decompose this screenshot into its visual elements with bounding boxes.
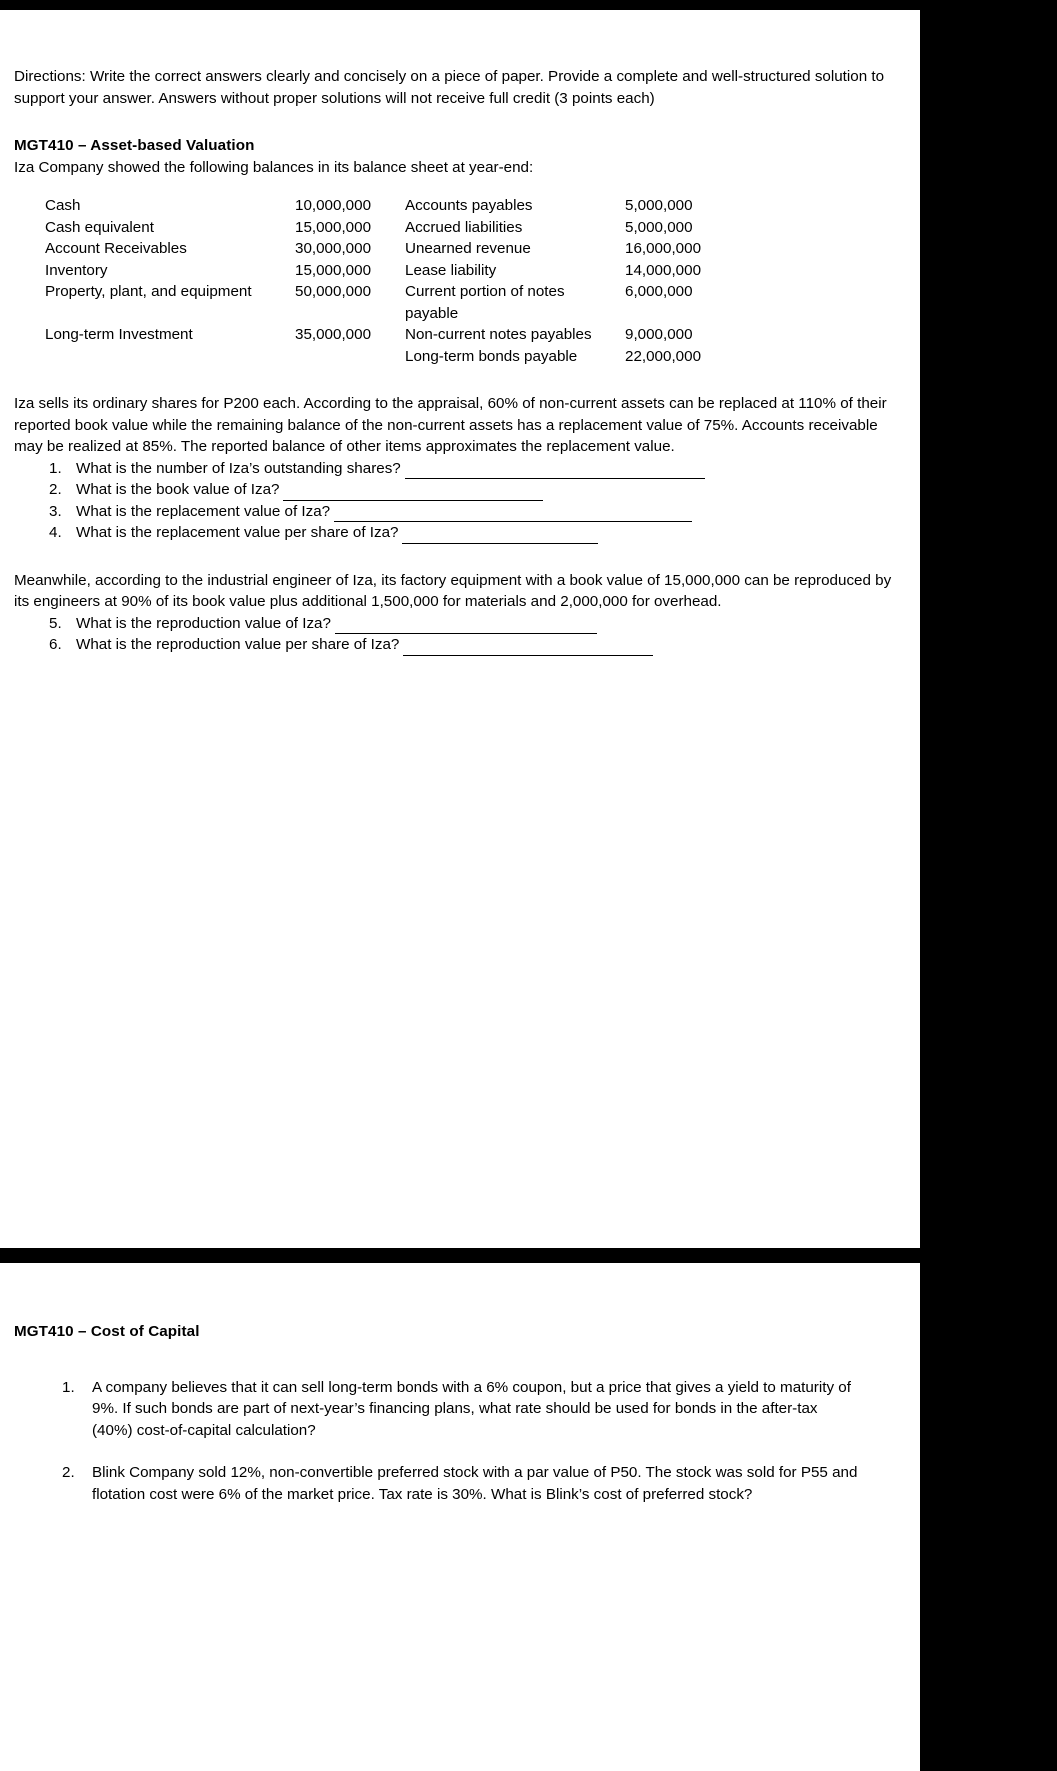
asset-label: Long-term Investment [45,326,193,343]
asset-value: 35,000,000 [295,326,372,343]
asset-label [45,346,295,368]
asset-label: Cash equivalent [45,218,154,236]
document-page-2 [0,1263,920,1771]
liability-label: Long-term bonds payable [405,347,578,365]
question-number: 5. [49,614,62,632]
list-spacer [14,1441,906,1462]
liability-value: 16,000,000 [625,240,702,257]
list-item [14,501,906,523]
question-number: 3. [49,502,62,520]
question-text: A company believes that it can sell long-term bonds with a 6% coupon, but a price that gives a yield to maturity of 9%. If such bonds are part of next-year’s financing plans, what rate should be used for bonds in the after-tax (40%) cost-of-capital calculation? [92,1378,851,1439]
liability-value: 22,000,000 [625,347,702,365]
intro-paragraph: Iza Company showed the following balances in its balance sheet at year-end: [14,158,534,176]
table-row [45,281,745,324]
liability-value: 6,000,000 [625,283,693,300]
answer-blank-1[interactable] [405,464,705,479]
question-text: What is the replacement value of Iza? [76,502,331,520]
list-item [14,1377,906,1442]
document-page-1 [0,10,920,1248]
question-number: 2. [62,1464,75,1481]
balance-sheet-table [45,195,745,367]
question-text: Blink Company sold 12%, non-convertible preferred stock with a par value of P50. The stock was sold for P55 and flotation cost were 6% of the market price. Tax rate is 30%. What is Blink’s cost of preferred stock? [92,1464,858,1503]
asset-value: 30,000,000 [295,240,372,257]
question-number: 1. [49,459,62,477]
question-text: What is the book value of Iza? [76,481,280,498]
page-title-asset-based-valuation: MGT410 – Asset-based Valuation [14,137,255,154]
table-row [45,260,745,282]
liability-value: 5,000,000 [625,197,693,214]
liability-label: Non-current notes payables [405,326,592,343]
table-row [45,217,745,239]
asset-value: 50,000,000 [295,283,372,300]
table-row [45,195,745,217]
table-row [45,324,745,346]
liability-label: Accounts payables [405,197,533,214]
liability-label: Unearned revenue [405,240,531,257]
question-number: 6. [49,636,62,653]
table-row [45,346,745,368]
directions-paragraph: Directions: Write the correct answers clearly and concisely on a piece of paper. Provide a complete and well-structured solution to support your answer. Answers without proper solutions will not receive full credit (3 points each) [14,68,885,107]
liability-label: Lease liability [405,261,497,279]
list-item [14,1462,906,1505]
question-text: What is the number of Iza’s outstanding shares? [76,459,401,477]
page-title-cost-of-capital: MGT410 – Cost of Capital [14,1323,200,1340]
question-number: 1. [62,1378,75,1396]
list-item [14,458,906,480]
question-text: What is the replacement value per share of Iza? [76,524,399,541]
liability-label: Current portion of notes payable [405,283,565,322]
list-item [14,479,906,501]
asset-value: 15,000,000 [295,218,372,236]
answer-blank-4[interactable] [402,529,598,544]
asset-value [295,346,405,368]
balance-sheet-body [45,195,745,367]
liability-label: Accrued liabilities [405,218,523,236]
liability-value: 5,000,000 [625,218,693,236]
asset-value: 10,000,000 [295,197,372,214]
answer-blank-6[interactable] [403,641,653,656]
asset-label: Account Receivables [45,240,187,257]
asset-label: Cash [45,197,81,214]
list-item [14,634,906,656]
question-number: 4. [49,524,62,541]
replacement-value-paragraph: Iza sells its ordinary shares for P200 each. According to the appraisal, 60% of non-current assets can be replaced at 110% of their reported book value while the remaining balance of the non-current assets has a replacement value of 75%. Accounts receivable may be realized at 85%. The reported balance of other items approximates the replacement value. [14,395,887,455]
table-row [45,238,745,260]
asset-label: Inventory [45,261,108,279]
liability-value: 14,000,000 [625,261,702,279]
answer-blank-2[interactable] [283,486,543,501]
list-item [14,522,906,544]
answer-blank-3[interactable] [334,507,692,522]
questions-list-cost-of-capital [14,1377,906,1506]
questions-list-b [14,613,906,656]
asset-label: Property, plant, and equipment [45,283,252,300]
asset-value: 15,000,000 [295,261,372,279]
question-text: What is the reproduction value per share of Iza? [76,636,400,653]
question-number: 2. [49,481,62,498]
question-text: What is the reproduction value of Iza? [76,614,331,632]
questions-list-a [14,458,906,544]
reproduction-value-paragraph: Meanwhile, according to the industrial engineer of Iza, its factory equipment with a book value of 15,000,000 can be reproduced by its engineers at 90% of its book value plus additional 1,500,000 for materials and 2,000,000 for overhead. [14,571,892,610]
answer-blank-5[interactable] [335,619,597,634]
liability-value: 9,000,000 [625,326,693,343]
list-item [14,613,906,635]
